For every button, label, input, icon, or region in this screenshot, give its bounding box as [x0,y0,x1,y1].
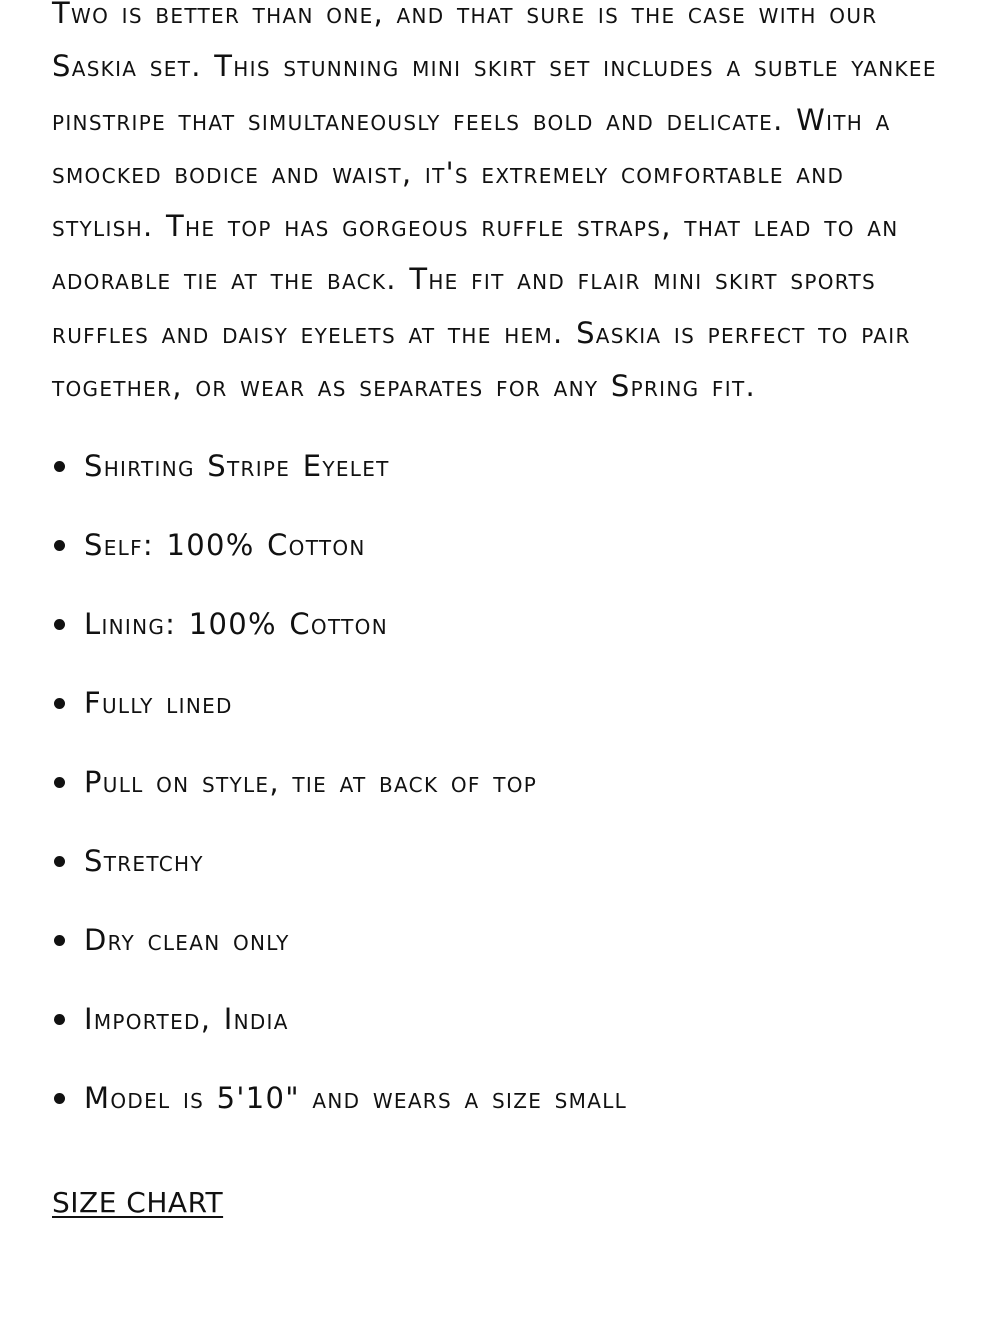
feature-item [52,1077,952,1156]
bullet-icon [54,935,65,946]
feature-text: Stretchy [84,844,204,879]
product-details [52,0,952,1219]
bullet-icon [54,698,65,709]
feature-item [52,840,952,919]
bullet-icon [54,540,65,551]
bullet-icon [54,856,65,867]
feature-item [52,682,952,761]
bullet-icon [54,461,65,472]
bullet-icon [54,777,65,788]
feature-text: Lining: 100% Cotton [84,607,388,642]
feature-item [52,603,952,682]
feature-text: Model is 5'10" and wears a size small [84,1081,628,1116]
feature-item [52,998,952,1077]
feature-text: Dry clean only [84,923,290,958]
feature-item [52,445,952,524]
feature-text: Fully lined [84,686,233,721]
feature-text: Pull on style, tie at back of top [84,765,538,800]
bullet-icon [54,1014,65,1025]
size-chart-link[interactable]: SIZE CHART [52,1186,224,1220]
bullet-icon [54,619,65,630]
feature-item [52,919,952,998]
feature-item [52,524,952,603]
feature-text: Imported, India [84,1002,289,1037]
bullet-icon [54,1093,65,1104]
feature-item [52,761,952,840]
feature-list [52,445,952,1156]
product-description: Two is better than one, and that sure is the case with our Saskia set. This stunning mini skirt set includes a subtle yankee pinstripe that simultaneously feels bold and delicate. With a smocked bodice and waist, it's extremely comfortable and stylish. The top has gorgeous ruffle straps, that lead to an adorable tie at the back. The fit and flair mini skirt sports ruffles and daisy eyelets at the hem. Saskia is perfect to pair together, or wear as separates for any Spring fit. [52,0,937,404]
feature-text: Shirting Stripe Eyelet [84,449,390,484]
feature-text: Self: 100% Cotton [84,528,366,563]
